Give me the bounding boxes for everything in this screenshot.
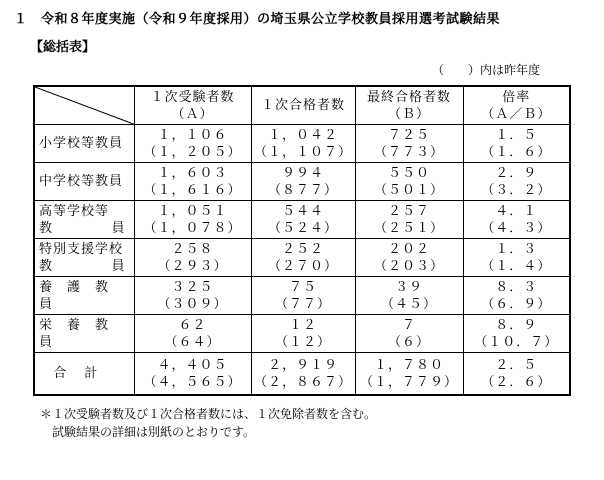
header-label: １次合格者数 [260, 98, 345, 113]
previous-value: （１，０７８） [143, 220, 242, 236]
data-cell [463, 239, 570, 277]
data-cell [251, 353, 355, 396]
previous-value: （４．３） [481, 220, 552, 236]
current-value: １，０４２ [267, 127, 338, 143]
current-value: ２５７ [387, 203, 430, 219]
current-value: ７２５ [387, 127, 430, 143]
current-value: ５４４ [281, 203, 324, 219]
data-cell [463, 353, 570, 396]
header-first-applicants [134, 86, 251, 125]
current-value: ７ [401, 317, 416, 333]
current-value: １．５ [495, 127, 538, 143]
data-cell [134, 315, 251, 353]
results-table [33, 85, 571, 396]
previous-value: （３０９） [157, 296, 228, 312]
current-value: ２，９１９ [267, 357, 338, 373]
current-value: ８．９ [495, 317, 538, 333]
table-row-high-school [34, 201, 570, 239]
data-cell [463, 277, 570, 315]
previous-value: （１２） [274, 334, 331, 350]
previous-value: （２，８６７） [253, 374, 352, 390]
current-value: ３２５ [171, 279, 214, 295]
data-cell [463, 125, 570, 163]
current-value: ３９ [394, 279, 423, 295]
previous-value: （６） [387, 334, 430, 350]
total-label: 合計 [34, 353, 134, 396]
table-row-junior-high [34, 163, 570, 201]
previous-value: （５２４） [267, 220, 338, 236]
row-label [34, 239, 134, 277]
footnotes [40, 405, 376, 441]
previous-value: （４，５６５） [143, 374, 242, 390]
data-cell [355, 315, 463, 353]
current-value: １，０５１ [157, 203, 228, 219]
previous-value: （２．６） [481, 374, 552, 390]
current-value: ７５ [288, 279, 317, 295]
current-value: ２０２ [387, 241, 430, 257]
data-cell [355, 163, 463, 201]
section-subtitle: 【総括表】 [30, 40, 96, 55]
row-label [34, 201, 134, 239]
header-row [34, 86, 570, 125]
header-final-passers [355, 86, 463, 125]
data-cell [355, 239, 463, 277]
corner-cell [34, 86, 134, 125]
header-label: 最終合格者数 [366, 89, 451, 105]
row-label-second-line [39, 258, 134, 275]
data-cell [355, 125, 463, 163]
data-cell [355, 277, 463, 315]
previous-value: （１，１０７） [253, 144, 352, 160]
previous-value: （２０３） [373, 258, 444, 274]
data-cell [134, 125, 251, 163]
data-cell [251, 201, 355, 239]
previous-value: （６４） [164, 334, 221, 350]
row-label-text: 中学校等教員 [39, 174, 124, 189]
data-cell [134, 163, 251, 201]
current-value: １２ [288, 317, 317, 333]
current-value: １，６０３ [157, 165, 228, 181]
current-value: １．３ [495, 241, 538, 257]
header-label: １次受験者数 [150, 89, 235, 105]
data-cell [251, 239, 355, 277]
header-sub-label: （Ｂ） [387, 106, 430, 122]
previous-value: （１０．７） [474, 334, 559, 350]
current-value: ６２ [178, 317, 207, 333]
row-label [34, 277, 134, 315]
row-label-char: 教 [39, 220, 54, 236]
data-cell [463, 201, 570, 239]
footnote-line: 試験結果の詳細は別紙のとおりです。 [52, 425, 256, 439]
header-label: 倍率 [502, 89, 531, 105]
current-value: ５５０ [387, 165, 430, 181]
data-cell [251, 125, 355, 163]
header-ratio [463, 86, 570, 125]
current-value: １，１０６ [157, 127, 228, 143]
previous-value: （６．９） [481, 296, 552, 312]
row-label [34, 163, 134, 201]
row-label-text: 小学校等教員 [39, 136, 124, 151]
data-cell [355, 353, 463, 396]
table-row-nursing [34, 277, 570, 315]
table-row-special-support [34, 239, 570, 277]
row-label [34, 315, 134, 353]
data-cell [463, 163, 570, 201]
current-value: １，７８０ [373, 357, 444, 373]
current-value: ４．１ [495, 203, 538, 219]
previous-value: （４５） [380, 296, 437, 312]
data-cell [134, 239, 251, 277]
document-title: １ 令和８年度実施（令和９年度採用）の埼玉県公立学校教員採用選考試験結果 [14, 12, 501, 27]
data-cell [134, 201, 251, 239]
current-value: ２．５ [495, 357, 538, 373]
table-row-nutrition [34, 315, 570, 353]
previous-value: （１，７７９） [359, 374, 458, 390]
previous-value: （１，６１６） [143, 182, 242, 198]
previous-value: （１，２０５） [143, 144, 242, 160]
footnote-line: ＊１次受験者数及び１次合格者数には、１次免除者数を含む。 [40, 407, 377, 421]
previous-value: （５０１） [373, 182, 444, 198]
header-sub-label: （Ａ） [171, 106, 214, 122]
diagonal-line [35, 87, 134, 124]
data-cell [251, 315, 355, 353]
header-sub-label: （Ａ／Ｂ） [481, 106, 552, 122]
previous-value: （２９３） [157, 258, 228, 274]
row-label-char: 員 [111, 258, 126, 274]
row-label [34, 125, 134, 163]
row-label-second-line [39, 220, 134, 237]
current-value: ４，４０５ [157, 357, 228, 373]
row-label-text: 特別支援学校 [39, 241, 124, 257]
data-cell [355, 201, 463, 239]
current-value: ２５２ [281, 241, 324, 257]
current-value: ２．９ [495, 165, 538, 181]
row-label-text: 養 護 教 員 [39, 279, 124, 312]
table-row-elementary [34, 125, 570, 163]
previous-value: （７７３） [373, 144, 444, 160]
row-label-char: 教 [39, 258, 54, 274]
current-value: ８．３ [495, 279, 538, 295]
current-value: ２５８ [171, 241, 214, 257]
row-label-text: 栄 養 教 員 [39, 317, 124, 350]
previous-value: （２５１） [373, 220, 444, 236]
table-row-total [34, 353, 570, 396]
previous-value: （１．６） [481, 144, 552, 160]
data-cell [134, 353, 251, 396]
data-cell [251, 277, 355, 315]
row-label-text: 高等学校等 [39, 203, 110, 219]
header-first-passers [251, 86, 355, 125]
current-value: ９９４ [281, 165, 324, 181]
previous-value: （７７） [274, 296, 331, 312]
data-cell [251, 163, 355, 201]
previous-value: （２７０） [267, 258, 338, 274]
previous-value: （８７７） [267, 182, 338, 198]
data-cell [134, 277, 251, 315]
previous-year-note: （ ）内は昨年度 [432, 63, 541, 77]
previous-value: （３．２） [481, 182, 552, 198]
row-label-char: 員 [111, 220, 126, 236]
previous-value: （１．４） [481, 258, 552, 274]
data-cell [463, 315, 570, 353]
